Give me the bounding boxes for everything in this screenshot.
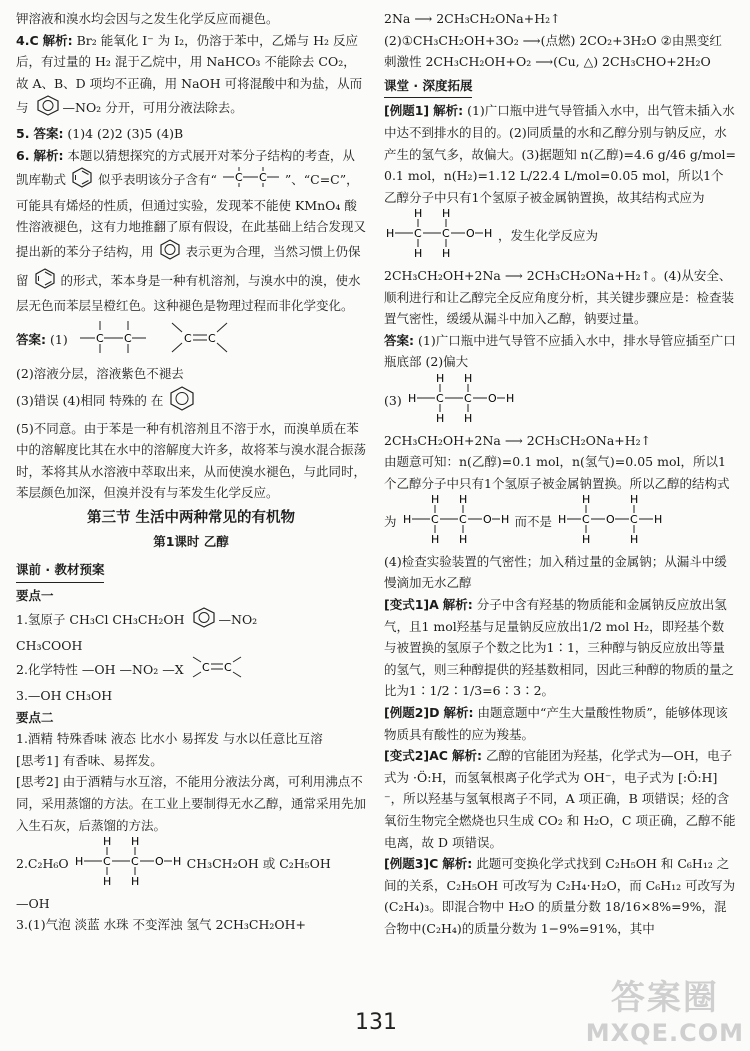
svg-text:O: O [487,391,497,405]
key-point-heading: 要点二 [16,709,54,725]
benzene-ring-icon [33,94,63,116]
nitro-group: —NO₂ [218,612,258,628]
key-point-line [16,836,366,893]
svg-text:H: H [629,494,639,507]
analysis-text: 此题可变换化学式找到 C₂H₅OH 和 C₆H₁₂ 之间的关系，C₂H₅OH 可改写为 C₂H₄·H₂O，而 C₆H₁₂ 可改写为(C₂H₄)₃。即混合物中 H₂O 的质量分数 18/16×8%=9%，混合物中(C₂H₄)的质量分数为 1−9%=91%，其中 [384,856,736,936]
answer-line [384,451,736,551]
watermark-url: MXQE.COM [585,1019,744,1047]
key-point-line: 1.酒精 特殊香味 液态 比水小 易挥发 与水以任意比互溶 [16,731,323,747]
equation-line: 2CH₃CH₂OH+2Na ⟶ 2CH₃CH₂ONa+H₂↑。(4)从安全、顺利进行和让乙醇完全反应角度分析，其关键步骤应是：检查装置气密性，缓缓从漏斗中加入乙醇，钠要过量。 [384,267,735,327]
svg-text:H: H [442,208,451,221]
kekule-structure [33,267,57,296]
svg-text:H: H [581,494,591,507]
answer-text: (1) [49,331,68,347]
example-3 [384,853,736,939]
dimethyl-ether-structural-formula-icon [556,494,666,544]
lesson-title: 第1课时 乙醇 [153,534,229,550]
svg-text:C: C [183,331,192,345]
svg-text:C: C [258,171,267,185]
analysis-text: 分开，可用分液法除去。 [105,100,243,116]
key-point-line: 3.(1)气泡 淡蓝 水珠 不变浑浊 氢气 2CH₃CH₂OH+ [16,917,307,933]
left-column [16,8,366,936]
equation-line: 2CH₃CH₂OH+2Na ⟶ 2CH₃CH₂ONa+H₂↑ [384,432,652,448]
cc-single-bond-icon [221,166,281,188]
svg-text:C: C [102,855,111,869]
ethanol-structure [406,373,516,430]
svg-text:H: H [130,875,139,887]
think-label: [思考1] [16,752,59,768]
svg-text:O: O [482,513,492,527]
example-label: [例题3]C [384,856,439,872]
answer-line [384,373,736,430]
ethanol-structure [401,494,511,551]
analysis-text: Br₂ 能氧化 I⁻ 为 I₂，仍溶于苯中，乙烯与 H₂ 反应后，有过量的 H₂ 混于乙烷中，用 NaHCO₃ 不能除去 CO₂，故 A、B、D 项均不正确，用 NaOH 可将混酸中和为盐，从而与 [16,32,363,116]
question-number: 4.C [16,32,39,48]
ethanol-structural-formula-icon [73,836,183,886]
example-2 [384,702,736,745]
answer-text: (1)4 (2)2 (3)5 (4)B [67,125,184,141]
answer-line: (4)检查实验装置的气密性；加入稍过量的金属钠；从漏斗中缓慢滴加无水乙醇 [384,553,727,591]
benzene-circle-structure [158,238,182,267]
answer-line [16,385,366,418]
nitro-group: —NO₂ [62,100,102,116]
svg-text:H: H [458,533,467,545]
svg-text:O: O [605,513,615,527]
svg-text:H: H [386,227,395,241]
analysis-text: (1)广口瓶中进气导管插入水中，出气管未插入水中达不到排水的目的。(2)同质量的水和乙醇分别与钠反应，水产生的氢气多，故偏大。(3)据题知 n(乙醇)=4.6 g/46 g/mol=0.1 mol，n(H₂)=1.12 L/22.4 L/mol=0.05 mol，所以1个乙醇分子中只有1个氢原子被金属钠置换，故其结构式应为 [384,103,736,205]
question-5 [16,123,366,145]
think-1 [16,750,366,772]
benzene-ring-icon [70,166,94,188]
analysis-label: 解析: [442,597,473,613]
ethanol-structural-formula-icon [401,494,511,544]
answer-text: (3)错误 (4)相同 特殊的 在 [16,392,164,408]
formula-text: CH₃CH₂OH 或 C₂H₅OH [186,855,331,871]
analysis-label: 解析: [451,748,482,764]
equation-line: (2)①CH₃CH₂OH+3O₂ ⟶(点燃) 2CO₂+3H₂O ②由黑变红 刺激性 2CH₃CH₂OH+O₂ ⟶(Cu, △) 2CH₃CHO+2H₂O [384,32,722,70]
analysis-text: 分子中含有羟基的物质能和金属钠反应放出氢气，且1 mol羟基与足量钠反应放出1/2 mol H₂，即羟基个数与被置换的氢原子个数之比为1∶1，三种醇与钠反应放出等量的氢气，则三种醇提供的羟基数相同，因此三种醇的物质的量之比为1∶1/2∶1/3=6∶3∶2。 [384,597,735,699]
svg-text:C: C [629,513,638,527]
svg-text:H: H [102,875,111,887]
svg-text:C: C [458,513,467,527]
svg-text:H: H [172,855,181,869]
cc-double-bond-icon [188,656,248,678]
svg-text:H: H [130,836,139,849]
analysis-label: 解析: [42,32,73,48]
analysis-label: 解析: [442,856,473,872]
answer-6 [16,317,366,364]
svg-text:H: H [505,391,514,405]
nitrobenzene-structure [189,606,219,635]
double-bond-structure [188,656,248,685]
svg-text:H: H [430,494,439,507]
svg-text:H: H [407,391,416,405]
svg-text:H: H [557,513,567,527]
svg-text:H: H [484,227,493,241]
text-line: 钾溶液和溴水均会因与之发生化学反应而褪色。 [16,11,279,26]
think-text: 有香味、易挥发。 [62,752,163,768]
in-class-heading: 课堂 · 深度拓展 [384,75,472,99]
svg-text:H: H [463,372,472,385]
question-6 [16,145,366,317]
ethanol-structural-formula-icon [384,208,494,258]
benzene-circle-structure [167,385,197,418]
svg-text:C: C [207,331,216,345]
benzene-ring-icon [167,385,197,411]
analysis-text: 乙醇的官能团为羟基，化学式为—OH，电子式为 ·Ö:H，而氢氧根离子化学式为 OH⁻，电子式为 [:Ö:H]⁻，所以羟基与氢氧根离子不同，A 项正确，B 项错误；烃的含氧衍生物完全燃烧也只生成 CO₂ 和 H₂O，C 项正确，乙醇不能电离，故 D 项错误。 [384,748,736,850]
ethanol-structure [73,836,183,893]
think-2 [16,771,366,836]
svg-text:H: H [74,855,83,869]
kekule-structure [70,166,94,195]
svg-text:C: C [430,513,439,527]
key-point-line: CH₃COOH [16,637,83,653]
svg-text:H: H [435,372,444,385]
key-point-line: —OH [16,895,50,911]
analysis-text: 本题以猜想探究的方式展开对苯分子结构的考查，从凯库勒式 [16,147,355,187]
question-number: 6. [16,147,30,163]
dimethyl-ether-structure [556,494,666,551]
analysis-label: 解析: [433,103,464,119]
bond-structures-icon [72,317,242,357]
answer-line: (2)溶液分层，溶液紫色不褪去 [16,366,184,382]
svg-text:H: H [414,208,423,221]
right-column [384,8,736,940]
svg-text:C: C [223,661,232,675]
question-number: 5. [16,125,30,141]
answer-structures [72,317,242,364]
analysis-text: 表示更为合理，当然习惯上仍保留 [16,243,361,288]
question-4 [16,30,366,123]
benzene-ring-icon [33,267,57,289]
analysis-label: 解析: [33,147,64,163]
key-point-line: 3.—OH CH₃OH [16,688,113,704]
section-title: 第三节 生活中两种常见的有机物 [86,509,296,526]
svg-text:H: H [102,836,111,849]
watermark [586,970,744,1047]
svg-text:C: C [435,391,444,405]
svg-text:H: H [458,494,467,507]
variant-label: [变式1]A [384,597,439,613]
answer-line: (5)不同意。由于苯是一种有机溶剂且不溶于水，而溴单质在苯中的溶解度比其在水中的溶解度大许多，故将苯与溴水混合振荡时，苯将其从水溶液中萃取出来，从而使溴水褪色，与此同时，苯层颜色加深，但溴并没有与苯发生化学反应。 [16,420,367,501]
svg-text:H: H [629,533,639,545]
key-point-line [16,656,366,685]
key-point-line [16,606,366,635]
svg-text:H: H [430,533,439,545]
svg-text:H: H [435,411,444,423]
analysis-label: 解析: [443,705,474,721]
svg-text:C: C [95,331,104,345]
think-text: 由于酒精与水互溶，不能用分液法分离，可利用沸点不同，采用蒸馏的方法。在工业上要制得无水乙醇，通常采用先加入生石灰，后蒸馏的方法。 [16,774,367,833]
analysis-text: ，发生化学反应为 [497,228,598,244]
answer-label: 答案: [384,332,414,348]
key-point-text: 2.化学特性 —OH —NO₂ —X [16,662,184,678]
svg-text:H: H [463,411,472,423]
svg-text:O: O [154,855,164,869]
single-bond-structure [221,166,281,195]
benzene-ring-icon [158,238,182,260]
svg-text:H: H [442,247,451,259]
ethanol-structure [384,208,494,265]
page-number: 131 [355,1010,397,1035]
svg-text:H: H [402,513,411,527]
answer-label: 答案: [16,331,46,347]
svg-text:H: H [653,513,663,527]
equation-line: 2Na ⟶ 2CH₃CH₂ONa+H₂↑ [384,11,561,26]
formula-text: 2.C₂H₆O [16,855,69,871]
variant-1 [384,594,736,702]
key-point-heading: 要点一 [16,587,54,603]
svg-text:H: H [581,533,591,545]
analysis-text: 由题意题中“产生大量酸性物质”，能够体现该物质具有酸性的应为羧基。 [384,705,728,742]
example-1 [384,100,736,265]
answer-text: (1)广口瓶中进气导管不应插入水中，排水导管应插至广口瓶底部 (2)偏大 [384,332,736,370]
svg-text:C: C [463,391,472,405]
answer-text: 而不是 [514,514,552,530]
analysis-text: 的形式，苯本身是一种有机溶剂，与溴水中的溴，使水层无色而苯层呈橙红色。这种褪色是物理过程而非化学变化。 [16,272,361,314]
nitrobenzene-structure [33,94,63,123]
svg-text:C: C [414,227,422,241]
variant-label: [变式2]AC [384,748,448,764]
svg-text:C: C [234,171,243,185]
benzene-ring-icon [189,606,219,628]
example-label: [例题2]D [384,705,440,721]
answer-text: 由题意可知：n(乙醇)=0.1 mol，n(氢气)=0.05 mol，所以1个乙醇分子中只有1个氢原子被金属钠置换。所以乙醇的结构式为 [384,454,730,530]
svg-text:H: H [500,513,509,527]
answer-label: 答案: [33,125,64,141]
key-point-text: 1.氢原子 CH₃Cl CH₃CH₂OH [16,612,185,628]
variant-2 [384,745,736,853]
analysis-text: ”、“C=C”，可能具有烯烃的性质，但通过实验，发现苯不能使 KMnO₄ 酸性溶液褪色，这有力地推翻了原有假设，在此基础上结合发现又提出新的苯分子结构，用 [16,171,367,259]
example-label: [例题1] [384,103,430,119]
svg-text:C: C [123,331,132,345]
svg-text:O: O [466,227,475,241]
answer-text: (3) [384,392,402,408]
svg-text:C: C [581,513,590,527]
ethanol-structural-formula-icon [406,373,516,423]
svg-text:H: H [414,247,423,259]
answer-1 [384,330,736,373]
analysis-text: 似乎表明该分子含有“ [97,171,217,187]
svg-text:C: C [130,855,139,869]
think-label: [思考2] [16,774,59,790]
svg-text:C: C [442,227,450,241]
pre-class-heading: 课前 · 教材预案 [16,559,104,583]
svg-text:C: C [201,661,210,675]
watermark-logo-text: 答案圈 [610,978,719,1018]
